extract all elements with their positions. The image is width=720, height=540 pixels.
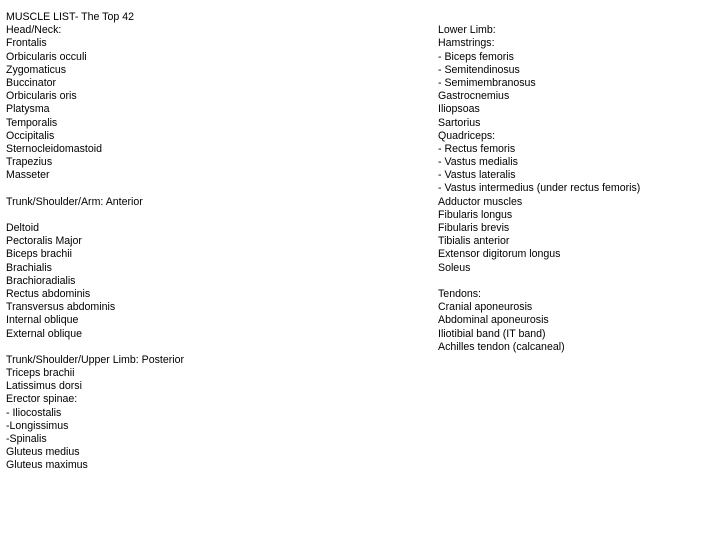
list-item: Buccinator <box>6 76 57 89</box>
lower-limb-section <box>438 24 714 275</box>
list-item: Deltoid <box>6 222 39 234</box>
list-item: - Biceps femoris <box>438 50 514 63</box>
list-item: Latissimus dorsi <box>6 380 82 393</box>
list-item: - Vastus lateralis <box>438 169 516 182</box>
list-item: -Longissimus <box>6 419 69 432</box>
list-item: Transversus abdominis <box>6 301 116 314</box>
spacer <box>6 341 406 354</box>
section-heading: Tendons: <box>438 287 481 300</box>
list-item: Sternocleidomastoid <box>6 142 102 155</box>
list-item: Iliopsoas <box>438 103 480 116</box>
list-item: Platysma <box>6 103 50 116</box>
list-item: -Spinalis <box>6 433 47 445</box>
left-column <box>6 11 406 473</box>
section-heading: Trunk/Shoulder/Upper Limb: Posterior <box>6 353 185 366</box>
list-item: Frontalis <box>6 37 47 50</box>
list-item: Occipitalis <box>6 129 55 142</box>
list-item: Zygomaticus <box>6 63 67 76</box>
spacer <box>438 275 714 288</box>
section-heading: Lower Limb: <box>438 24 496 37</box>
list-item: Erector spinae: <box>6 393 78 406</box>
list-item: Masseter <box>6 169 50 182</box>
list-item: Tibialis anterior <box>438 235 510 248</box>
trunk-posterior-section <box>6 354 406 473</box>
section-heading: Trunk/Shoulder/Arm: Anterior <box>6 195 143 208</box>
list-item: - Vastus medialis <box>438 156 518 169</box>
list-item: Sartorius <box>438 116 481 129</box>
list-item: - Iliocostalis <box>6 406 62 419</box>
list-item: Pectoralis Major <box>6 235 82 248</box>
list-item: Gluteus medius <box>6 446 80 459</box>
list-item: Fibularis longus <box>438 208 513 221</box>
trunk-anterior-section <box>6 196 406 341</box>
list-item: Soleus <box>438 261 471 274</box>
tendons-section <box>438 288 714 354</box>
spacer <box>6 209 406 222</box>
head-neck-section <box>6 24 406 182</box>
section-heading: Head/Neck: <box>6 24 62 37</box>
list-item: - Vastus intermedius (under rectus femoris) <box>438 182 641 195</box>
list-item: Cranial aponeurosis <box>438 301 533 314</box>
list-item: Temporalis <box>6 116 58 129</box>
list-item: - Rectus femoris <box>438 142 516 155</box>
list-item: - Semitendinosus <box>438 63 520 76</box>
list-item: Orbicularis oris <box>6 90 77 103</box>
list-item: Biceps brachii <box>6 248 72 261</box>
list-item: Extensor digitorum longus <box>438 248 561 261</box>
list-item: Hamstrings: <box>438 37 495 50</box>
list-item: Quadriceps: <box>438 129 496 142</box>
list-item: Orbicularis occuli <box>6 50 87 63</box>
list-item: External oblique <box>6 327 82 340</box>
list-item: Adductor muscles <box>438 195 523 208</box>
list-item: Gastrocnemius <box>438 90 510 103</box>
list-item: Internal oblique <box>6 314 79 327</box>
list-item: Fibularis brevis <box>438 222 510 234</box>
spacer <box>438 11 714 24</box>
spacer <box>6 182 406 195</box>
list-item: Gluteus maximus <box>6 459 88 472</box>
list-item: Iliotibial band (IT band) <box>438 327 546 340</box>
right-column <box>438 11 714 354</box>
list-item: Triceps brachii <box>6 367 75 380</box>
list-item: Rectus abdominis <box>6 287 91 300</box>
list-item: Trapezius <box>6 156 53 169</box>
list-item: Brachioradialis <box>6 274 76 287</box>
document-title: MUSCLE LIST- The Top 42 <box>6 11 134 23</box>
list-item: - Semimembranosus <box>438 76 536 89</box>
list-item: Achilles tendon (calcaneal) <box>438 340 565 353</box>
list-item: Brachialis <box>6 261 52 274</box>
list-item: Abdominal aponeurosis <box>438 314 549 327</box>
